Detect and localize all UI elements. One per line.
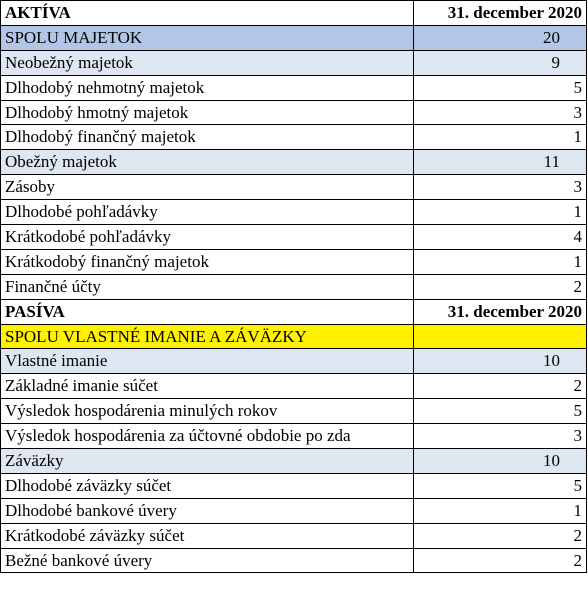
liabilities-row-value[interactable]: 10 (414, 349, 587, 374)
liabilities-row-value[interactable]: 3 (414, 424, 587, 449)
liabilities-row-label[interactable]: Výsledok hospodárenia za účtovné obdobie po zda (1, 424, 414, 449)
liabilities-row-label[interactable]: Krátkodobé záväzky súčet (1, 523, 414, 548)
liabilities-row-value[interactable]: 5 (414, 399, 587, 424)
table-row (1, 175, 587, 200)
assets-row-label[interactable]: Krátkodobý finančný majetok (1, 249, 414, 274)
table-row (1, 25, 587, 50)
liabilities-title[interactable]: PASÍVA (1, 299, 414, 324)
assets-row-label[interactable]: Neobežný majetok (1, 50, 414, 75)
liabilities-row-label[interactable]: Záväzky (1, 449, 414, 474)
table-row (1, 374, 587, 399)
liabilities-row-value[interactable] (414, 324, 587, 349)
table-row (1, 424, 587, 449)
table-row (1, 498, 587, 523)
assets-row-value[interactable]: 2 (414, 274, 587, 299)
liabilities-row-label[interactable]: Vlastné imanie (1, 349, 414, 374)
liabilities-row-value[interactable]: 10 (414, 449, 587, 474)
liabilities-row-label[interactable]: Základné imanie súčet (1, 374, 414, 399)
table-row (1, 200, 587, 225)
table-row (1, 125, 587, 150)
assets-row-label[interactable]: Dlhodobý nehmotný majetok (1, 75, 414, 100)
assets-row-label[interactable]: Zásoby (1, 175, 414, 200)
assets-row-label[interactable]: SPOLU MAJETOK (1, 25, 414, 50)
assets-row-value[interactable]: 4 (414, 225, 587, 250)
liabilities-date-label[interactable]: 31. december 2020 (414, 299, 587, 324)
balance-sheet-body (1, 1, 587, 573)
assets-row-label[interactable]: Krátkodobé pohľadávky (1, 225, 414, 250)
assets-row-value[interactable]: 11 (414, 150, 587, 175)
assets-row-value[interactable]: 3 (414, 100, 587, 125)
table-row (1, 249, 587, 274)
assets-row-value[interactable]: 5 (414, 75, 587, 100)
assets-row-label[interactable]: Obežný majetok (1, 150, 414, 175)
liabilities-header-row (1, 299, 587, 324)
assets-title[interactable]: AKTÍVA (1, 1, 414, 26)
liabilities-row-value[interactable]: 2 (414, 523, 587, 548)
assets-row-value[interactable]: 1 (414, 200, 587, 225)
assets-row-label[interactable]: Dlhodobý hmotný majetok (1, 100, 414, 125)
liabilities-row-value[interactable]: 1 (414, 498, 587, 523)
table-row (1, 100, 587, 125)
assets-row-value[interactable]: 9 (414, 50, 587, 75)
assets-header-row (1, 1, 587, 26)
assets-row-value[interactable]: 20 (414, 25, 587, 50)
table-row (1, 324, 587, 349)
assets-row-label[interactable]: Dlhodobý finančný majetok (1, 125, 414, 150)
liabilities-row-value[interactable]: 2 (414, 548, 587, 573)
table-row (1, 399, 587, 424)
table-row (1, 75, 587, 100)
assets-date-label[interactable]: 31. december 2020 (414, 1, 587, 26)
table-row (1, 349, 587, 374)
liabilities-row-label[interactable]: Dlhodobé bankové úvery (1, 498, 414, 523)
table-row (1, 548, 587, 573)
assets-row-label[interactable]: Dlhodobé pohľadávky (1, 200, 414, 225)
assets-row-value[interactable]: 1 (414, 249, 587, 274)
table-row (1, 225, 587, 250)
table-row (1, 150, 587, 175)
table-row (1, 50, 587, 75)
liabilities-row-label[interactable]: Výsledok hospodárenia minulých rokov (1, 399, 414, 424)
table-row (1, 473, 587, 498)
liabilities-row-label[interactable]: Bežné bankové úvery (1, 548, 414, 573)
table-row (1, 274, 587, 299)
table-row (1, 449, 587, 474)
table-row (1, 523, 587, 548)
assets-row-value[interactable]: 3 (414, 175, 587, 200)
liabilities-row-value[interactable]: 2 (414, 374, 587, 399)
assets-row-label[interactable]: Finančné účty (1, 274, 414, 299)
assets-row-value[interactable]: 1 (414, 125, 587, 150)
liabilities-row-label[interactable]: SPOLU VLASTNÉ IMANIE A ZÁVÄZKY (1, 324, 414, 349)
liabilities-row-value[interactable]: 5 (414, 473, 587, 498)
liabilities-row-label[interactable]: Dlhodobé záväzky súčet (1, 473, 414, 498)
